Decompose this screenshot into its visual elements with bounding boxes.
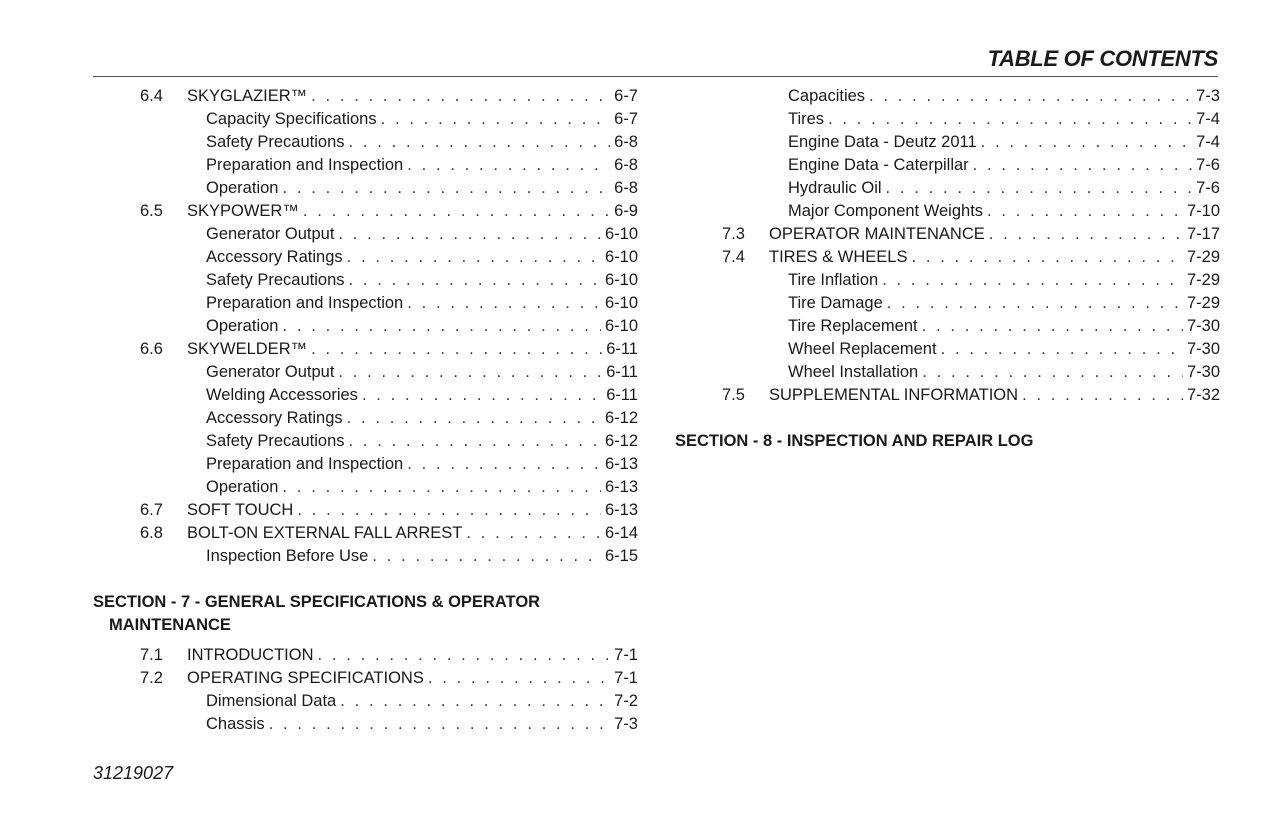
- toc-list-section-7: [93, 644, 638, 736]
- dot-leader: [303, 200, 610, 223]
- toc-entry-title: Safety Precautions: [206, 271, 345, 289]
- section-7-heading-line1: SECTION - 7 - GENERAL SPECIFICATIONS & OPERATOR: [93, 593, 541, 611]
- section-8-heading[interactable]: SECTION - 8 - INSPECTION AND REPAIR LOG: [675, 432, 1034, 450]
- toc-entry-title: Generator Output: [206, 363, 335, 381]
- toc-entry-title: Operation: [206, 179, 279, 197]
- dot-leader: [828, 108, 1192, 131]
- toc-entry-page: 7-29: [1186, 271, 1220, 289]
- toc-entry-title: Wheel Replacement: [788, 340, 937, 358]
- dot-leader: [1022, 384, 1183, 407]
- toc-entry-title: Preparation and Inspection: [206, 156, 404, 174]
- dot-leader: [922, 315, 1183, 338]
- toc-entry-title: SOFT TOUCH: [187, 501, 294, 519]
- toc-entry-title: Operation: [206, 478, 279, 496]
- dot-leader: [349, 269, 601, 292]
- toc-entry-page: 6-8: [614, 179, 638, 197]
- toc-entry-title: Chassis: [206, 715, 265, 733]
- toc-entry-page: 7-30: [1186, 363, 1220, 381]
- toc-entry[interactable]: [675, 338, 1220, 361]
- dot-leader: [466, 522, 601, 545]
- toc-entry-page: 7-30: [1186, 340, 1220, 358]
- toc-entry-title: Welding Accessories: [206, 386, 358, 404]
- toc-entry[interactable]: [675, 361, 1220, 384]
- toc-entry-page: 7-6: [1196, 156, 1220, 174]
- toc-entry[interactable]: [93, 246, 638, 269]
- toc-entry[interactable]: [675, 200, 1220, 223]
- toc-entry-title: Tire Replacement: [788, 317, 918, 335]
- dot-leader: [428, 667, 610, 690]
- dot-leader: [941, 338, 1183, 361]
- dot-leader: [338, 361, 602, 384]
- toc-entry[interactable]: [93, 545, 638, 568]
- toc-entry-page: 7-17: [1186, 225, 1220, 243]
- dot-leader: [407, 292, 601, 315]
- dot-leader: [886, 177, 1193, 200]
- toc-entry-title: Inspection Before Use: [206, 547, 369, 565]
- toc-entry[interactable]: [675, 85, 1220, 108]
- toc-entry-page: 7-4: [1196, 110, 1220, 128]
- toc-entry-title: Major Component Weights: [788, 202, 984, 220]
- toc-entry-page: 7-10: [1186, 202, 1220, 220]
- toc-entry-title: Wheel Installation: [788, 363, 919, 381]
- toc-entry-number: 6.8: [140, 524, 163, 542]
- dot-leader: [362, 384, 602, 407]
- toc-entry[interactable]: [93, 644, 638, 667]
- toc-entry-page: 6-8: [614, 156, 638, 174]
- toc-entry-number: 7.4: [722, 248, 745, 266]
- dot-leader: [973, 154, 1192, 177]
- toc-entry-page: 6-14: [604, 524, 638, 542]
- toc-entry-title: INTRODUCTION: [187, 646, 314, 664]
- toc-entry-page: 6-10: [604, 317, 638, 335]
- toc-entry-title: Tires: [788, 110, 825, 128]
- toc-entry[interactable]: [93, 223, 638, 246]
- toc-entry-page: 6-12: [604, 409, 638, 427]
- dot-leader: [297, 499, 601, 522]
- toc-entry-title: Accessory Ratings: [206, 248, 343, 266]
- toc-entry[interactable]: [93, 667, 638, 690]
- toc-entry-number: 7.2: [140, 669, 163, 687]
- toc-entry[interactable]: [675, 154, 1220, 177]
- toc-entry-page: 6-10: [604, 248, 638, 266]
- dot-leader: [989, 223, 1183, 246]
- toc-entry-title: Engine Data - Caterpillar: [788, 156, 969, 174]
- toc-entry-number: 6.4: [140, 87, 163, 105]
- toc-entry-title: OPERATING SPECIFICATIONS: [187, 669, 424, 687]
- toc-entry-page: 6-13: [604, 501, 638, 519]
- toc-entry[interactable]: [93, 713, 638, 736]
- section-7-heading-line2: MAINTENANCE: [109, 616, 231, 634]
- toc-list-right: [675, 85, 1220, 407]
- toc-entry-page: 7-6: [1196, 179, 1220, 197]
- toc-entry-title: Preparation and Inspection: [206, 455, 404, 473]
- toc-entry[interactable]: [93, 499, 638, 522]
- toc-entry[interactable]: [675, 384, 1220, 407]
- toc-entry-page: 6-9: [614, 202, 638, 220]
- toc-entry-number: 7.1: [140, 646, 163, 664]
- toc-entry-number: 6.6: [140, 340, 163, 358]
- dot-leader: [282, 476, 601, 499]
- toc-entry-page: 7-29: [1186, 294, 1220, 312]
- page-number: 31219027: [93, 763, 174, 783]
- toc-entry[interactable]: [675, 177, 1220, 200]
- toc-entry-page: 6-12: [604, 432, 638, 450]
- dot-leader: [349, 131, 611, 154]
- toc-entry[interactable]: [93, 154, 638, 177]
- toc-entry-title: OPERATOR MAINTENANCE: [769, 225, 985, 243]
- toc-entry[interactable]: [93, 200, 638, 223]
- toc-entry[interactable]: [93, 177, 638, 200]
- toc-entry-page: 7-3: [1196, 87, 1220, 105]
- toc-entry-title: Preparation and Inspection: [206, 294, 404, 312]
- dot-leader: [282, 177, 610, 200]
- toc-entry-title: SKYWELDER™: [187, 340, 308, 358]
- toc-entry-page: 7-4: [1196, 133, 1220, 151]
- toc-entry-title: BOLT-ON EXTERNAL FALL ARREST: [187, 524, 463, 542]
- toc-entry[interactable]: [93, 85, 638, 108]
- toc-entry-title: SUPPLEMENTAL INFORMATION: [769, 386, 1019, 404]
- toc-entry-page: 6-10: [604, 225, 638, 243]
- dot-leader: [987, 200, 1183, 223]
- dot-leader: [347, 246, 601, 269]
- dot-leader: [922, 361, 1183, 384]
- dot-leader: [882, 269, 1183, 292]
- toc-list-left: [93, 85, 638, 568]
- toc-entry-page: 7-32: [1186, 386, 1220, 404]
- dot-leader: [340, 690, 610, 713]
- toc-entry[interactable]: [93, 292, 638, 315]
- toc-entry-title: Hydraulic Oil: [788, 179, 882, 197]
- dot-leader: [911, 246, 1183, 269]
- toc-entry-page: 7-1: [614, 646, 638, 664]
- dot-leader: [269, 713, 610, 736]
- toc-entry[interactable]: [675, 292, 1220, 315]
- dot-leader: [282, 315, 601, 338]
- toc-entry[interactable]: [93, 338, 638, 361]
- toc-entry-title: Capacities: [788, 87, 866, 105]
- toc-entry-page: 7-29: [1186, 248, 1220, 266]
- toc-entry-page: 6-7: [614, 87, 638, 105]
- toc-entry[interactable]: [675, 315, 1220, 338]
- toc-entry[interactable]: [93, 384, 638, 407]
- toc-entry[interactable]: [93, 690, 638, 713]
- toc-left-column: [93, 85, 638, 736]
- toc-entry[interactable]: [93, 407, 638, 430]
- toc-entry-page: 6-7: [614, 110, 638, 128]
- toc-entry-page: 6-13: [604, 455, 638, 473]
- toc-entry[interactable]: [93, 453, 638, 476]
- toc-entry-title: Capacity Specifications: [206, 110, 377, 128]
- toc-entry-page: 7-3: [614, 715, 638, 733]
- toc-entry-title: SKYPOWER™: [187, 202, 299, 220]
- toc-entry[interactable]: [93, 476, 638, 499]
- toc-entry-number: 6.5: [140, 202, 163, 220]
- toc-right-column: [675, 85, 1220, 453]
- toc-entry-number: 6.7: [140, 501, 163, 519]
- dot-leader: [311, 85, 610, 108]
- dot-leader: [349, 430, 601, 453]
- toc-entry[interactable]: [93, 108, 638, 131]
- toc-entry-title: Operation: [206, 317, 279, 335]
- dot-leader: [311, 338, 602, 361]
- section-7-heading[interactable]: [93, 591, 638, 637]
- page-title: TABLE OF CONTENTS: [987, 46, 1218, 71]
- toc-entry-title: Tire Inflation: [788, 271, 879, 289]
- toc-entry-page: 6-10: [604, 294, 638, 312]
- toc-entry-page: 7-2: [614, 692, 638, 710]
- toc-entry-number: 7.5: [722, 386, 745, 404]
- toc-entry[interactable]: [93, 315, 638, 338]
- toc-entry-page: 6-10: [604, 271, 638, 289]
- toc-entry-page: 6-15: [604, 547, 638, 565]
- dot-leader: [338, 223, 601, 246]
- toc-entry-title: SKYGLAZIER™: [187, 87, 308, 105]
- toc-entry-title: Dimensional Data: [206, 692, 337, 710]
- toc-entry-page: 7-30: [1186, 317, 1220, 335]
- dot-leader: [407, 154, 610, 177]
- toc-entry[interactable]: [675, 223, 1220, 246]
- dot-leader: [318, 644, 611, 667]
- dot-leader: [347, 407, 601, 430]
- toc-entry-page: 7-1: [614, 669, 638, 687]
- toc-entry[interactable]: [675, 269, 1220, 292]
- toc-entry[interactable]: [93, 269, 638, 292]
- header-rule: [93, 76, 1218, 77]
- toc-entry-page: 6-11: [606, 386, 638, 404]
- toc-entry-title: Safety Precautions: [206, 432, 345, 450]
- toc-entry-number: 7.3: [722, 225, 745, 243]
- toc-entry-page: 6-11: [606, 363, 638, 381]
- dot-leader: [869, 85, 1192, 108]
- dot-leader: [407, 453, 601, 476]
- toc-entry[interactable]: [675, 108, 1220, 131]
- dot-leader: [981, 131, 1192, 154]
- dot-leader: [372, 545, 601, 568]
- dot-leader: [887, 292, 1183, 315]
- toc-entry[interactable]: [93, 361, 638, 384]
- toc-entry-page: 6-11: [606, 340, 638, 358]
- toc-entry-title: Accessory Ratings: [206, 409, 343, 427]
- toc-entry-title: Safety Precautions: [206, 133, 345, 151]
- toc-entry-title: TIRES & WHEELS: [769, 248, 908, 266]
- toc-entry[interactable]: [93, 131, 638, 154]
- toc-entry-title: Generator Output: [206, 225, 335, 243]
- toc-entry-page: 6-13: [604, 478, 638, 496]
- toc-entry-title: Engine Data - Deutz 2011: [788, 133, 977, 151]
- toc-entry[interactable]: [93, 430, 638, 453]
- toc-entry[interactable]: [675, 246, 1220, 269]
- toc-entry[interactable]: [93, 522, 638, 545]
- toc-entry-page: 6-8: [614, 133, 638, 151]
- dot-leader: [381, 108, 611, 131]
- toc-entry-title: Tire Damage: [788, 294, 883, 312]
- toc-entry[interactable]: [675, 131, 1220, 154]
